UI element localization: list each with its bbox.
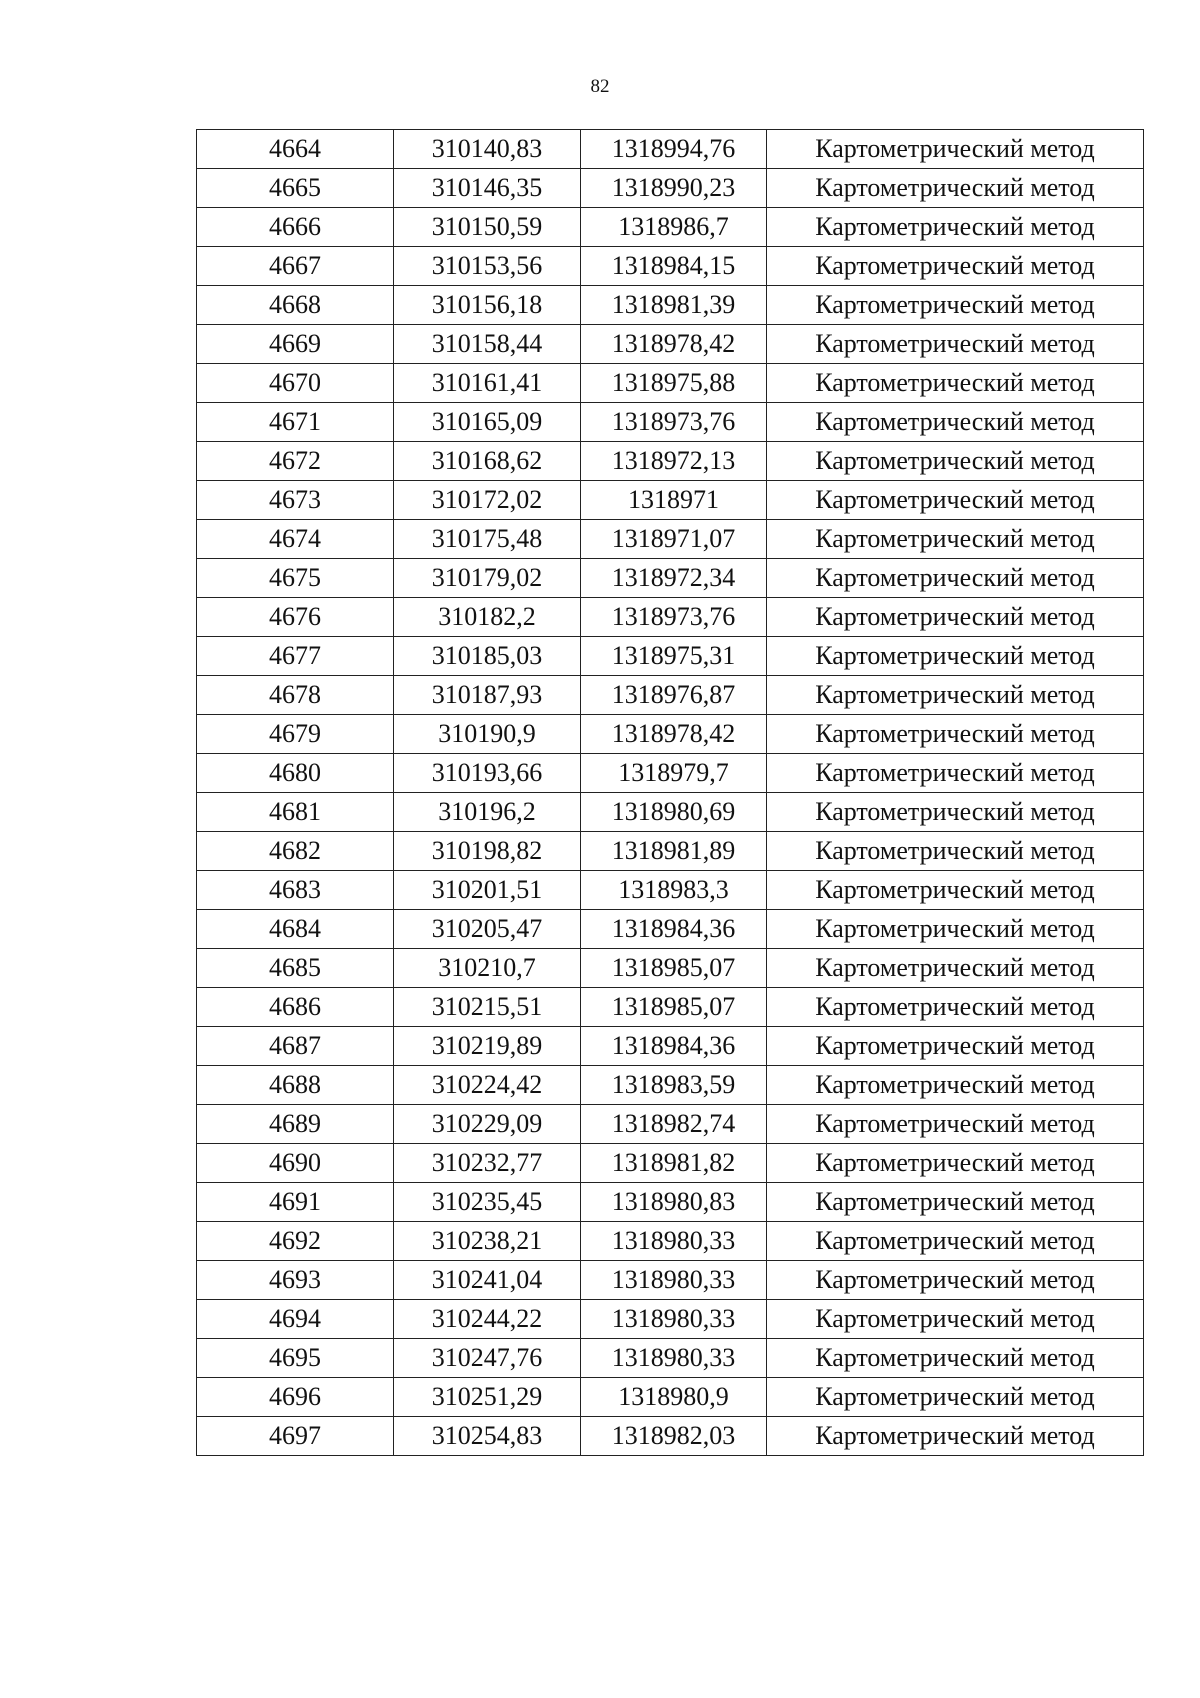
y-coordinate-cell: 1318975,31 xyxy=(581,637,767,676)
method-cell: Картометрический метод xyxy=(767,169,1144,208)
table-row xyxy=(197,988,1144,1027)
x-coordinate-cell: 310153,56 xyxy=(394,247,581,286)
x-coordinate-cell: 310238,21 xyxy=(394,1222,581,1261)
point-number-cell: 4683 xyxy=(197,871,394,910)
method-cell: Картометрический метод xyxy=(767,1339,1144,1378)
point-number-cell: 4697 xyxy=(197,1417,394,1456)
point-number-cell: 4669 xyxy=(197,325,394,364)
coordinates-table xyxy=(196,129,1144,1456)
table-row xyxy=(197,910,1144,949)
table-row xyxy=(197,559,1144,598)
point-number-cell: 4695 xyxy=(197,1339,394,1378)
x-coordinate-cell: 310158,44 xyxy=(394,325,581,364)
point-number-cell: 4676 xyxy=(197,598,394,637)
x-coordinate-cell: 310175,48 xyxy=(394,520,581,559)
x-coordinate-cell: 310165,09 xyxy=(394,403,581,442)
y-coordinate-cell: 1318984,15 xyxy=(581,247,767,286)
point-number-cell: 4687 xyxy=(197,1027,394,1066)
y-coordinate-cell: 1318983,59 xyxy=(581,1066,767,1105)
y-coordinate-cell: 1318984,36 xyxy=(581,1027,767,1066)
y-coordinate-cell: 1318986,7 xyxy=(581,208,767,247)
y-coordinate-cell: 1318978,42 xyxy=(581,715,767,754)
point-number-cell: 4668 xyxy=(197,286,394,325)
x-coordinate-cell: 310232,77 xyxy=(394,1144,581,1183)
y-coordinate-cell: 1318975,88 xyxy=(581,364,767,403)
point-number-cell: 4672 xyxy=(197,442,394,481)
y-coordinate-cell: 1318972,13 xyxy=(581,442,767,481)
table-row xyxy=(197,286,1144,325)
point-number-cell: 4665 xyxy=(197,169,394,208)
x-coordinate-cell: 310196,2 xyxy=(394,793,581,832)
table-row xyxy=(197,325,1144,364)
x-coordinate-cell: 310251,29 xyxy=(394,1378,581,1417)
table-row xyxy=(197,1339,1144,1378)
method-cell: Картометрический метод xyxy=(767,988,1144,1027)
point-number-cell: 4688 xyxy=(197,1066,394,1105)
table-row xyxy=(197,442,1144,481)
y-coordinate-cell: 1318971 xyxy=(581,481,767,520)
table-row xyxy=(197,481,1144,520)
y-coordinate-cell: 1318980,33 xyxy=(581,1261,767,1300)
point-number-cell: 4682 xyxy=(197,832,394,871)
method-cell: Картометрический метод xyxy=(767,793,1144,832)
point-number-cell: 4691 xyxy=(197,1183,394,1222)
table-row xyxy=(197,754,1144,793)
point-number-cell: 4679 xyxy=(197,715,394,754)
x-coordinate-cell: 310201,51 xyxy=(394,871,581,910)
point-number-cell: 4671 xyxy=(197,403,394,442)
y-coordinate-cell: 1318976,87 xyxy=(581,676,767,715)
method-cell: Картометрический метод xyxy=(767,130,1144,169)
method-cell: Картометрический метод xyxy=(767,637,1144,676)
y-coordinate-cell: 1318980,33 xyxy=(581,1300,767,1339)
method-cell: Картометрический метод xyxy=(767,715,1144,754)
x-coordinate-cell: 310224,42 xyxy=(394,1066,581,1105)
x-coordinate-cell: 310182,2 xyxy=(394,598,581,637)
point-number-cell: 4670 xyxy=(197,364,394,403)
table-row xyxy=(197,364,1144,403)
x-coordinate-cell: 310140,83 xyxy=(394,130,581,169)
point-number-cell: 4667 xyxy=(197,247,394,286)
method-cell: Картометрический метод xyxy=(767,403,1144,442)
table-row xyxy=(197,676,1144,715)
y-coordinate-cell: 1318985,07 xyxy=(581,988,767,1027)
table-row xyxy=(197,598,1144,637)
method-cell: Картометрический метод xyxy=(767,247,1144,286)
point-number-cell: 4684 xyxy=(197,910,394,949)
table-row xyxy=(197,208,1144,247)
page-number: 82 xyxy=(590,76,610,97)
x-coordinate-cell: 310205,47 xyxy=(394,910,581,949)
x-coordinate-cell: 310150,59 xyxy=(394,208,581,247)
method-cell: Картометрический метод xyxy=(767,1378,1144,1417)
method-cell: Картометрический метод xyxy=(767,1066,1144,1105)
x-coordinate-cell: 310235,45 xyxy=(394,1183,581,1222)
table-row xyxy=(197,637,1144,676)
y-coordinate-cell: 1318980,83 xyxy=(581,1183,767,1222)
y-coordinate-cell: 1318984,36 xyxy=(581,910,767,949)
table-row xyxy=(197,247,1144,286)
y-coordinate-cell: 1318981,89 xyxy=(581,832,767,871)
x-coordinate-cell: 310179,02 xyxy=(394,559,581,598)
x-coordinate-cell: 310254,83 xyxy=(394,1417,581,1456)
y-coordinate-cell: 1318980,9 xyxy=(581,1378,767,1417)
point-number-cell: 4678 xyxy=(197,676,394,715)
table-row xyxy=(197,169,1144,208)
method-cell: Картометрический метод xyxy=(767,910,1144,949)
x-coordinate-cell: 310193,66 xyxy=(394,754,581,793)
method-cell: Картометрический метод xyxy=(767,442,1144,481)
x-coordinate-cell: 310241,04 xyxy=(394,1261,581,1300)
method-cell: Картометрический метод xyxy=(767,208,1144,247)
table-row xyxy=(197,403,1144,442)
method-cell: Картометрический метод xyxy=(767,598,1144,637)
y-coordinate-cell: 1318973,76 xyxy=(581,403,767,442)
point-number-cell: 4675 xyxy=(197,559,394,598)
table-row xyxy=(197,1417,1144,1456)
x-coordinate-cell: 310146,35 xyxy=(394,169,581,208)
table-row xyxy=(197,832,1144,871)
method-cell: Картометрический метод xyxy=(767,559,1144,598)
point-number-cell: 4689 xyxy=(197,1105,394,1144)
point-number-cell: 4673 xyxy=(197,481,394,520)
point-number-cell: 4694 xyxy=(197,1300,394,1339)
y-coordinate-cell: 1318983,3 xyxy=(581,871,767,910)
table-row xyxy=(197,1105,1144,1144)
y-coordinate-cell: 1318978,42 xyxy=(581,325,767,364)
x-coordinate-cell: 310229,09 xyxy=(394,1105,581,1144)
table-body xyxy=(197,130,1144,1456)
y-coordinate-cell: 1318980,33 xyxy=(581,1222,767,1261)
y-coordinate-cell: 1318973,76 xyxy=(581,598,767,637)
y-coordinate-cell: 1318971,07 xyxy=(581,520,767,559)
method-cell: Картометрический метод xyxy=(767,1105,1144,1144)
method-cell: Картометрический метод xyxy=(767,1183,1144,1222)
point-number-cell: 4681 xyxy=(197,793,394,832)
point-number-cell: 4692 xyxy=(197,1222,394,1261)
x-coordinate-cell: 310185,03 xyxy=(394,637,581,676)
y-coordinate-cell: 1318982,03 xyxy=(581,1417,767,1456)
table-row xyxy=(197,1261,1144,1300)
table-row xyxy=(197,1183,1144,1222)
x-coordinate-cell: 310161,41 xyxy=(394,364,581,403)
table-row xyxy=(197,130,1144,169)
point-number-cell: 4680 xyxy=(197,754,394,793)
table-row xyxy=(197,1144,1144,1183)
point-number-cell: 4693 xyxy=(197,1261,394,1300)
x-coordinate-cell: 310187,93 xyxy=(394,676,581,715)
y-coordinate-cell: 1318981,82 xyxy=(581,1144,767,1183)
y-coordinate-cell: 1318980,33 xyxy=(581,1339,767,1378)
table-row xyxy=(197,871,1144,910)
y-coordinate-cell: 1318981,39 xyxy=(581,286,767,325)
table-row xyxy=(197,715,1144,754)
x-coordinate-cell: 310198,82 xyxy=(394,832,581,871)
point-number-cell: 4677 xyxy=(197,637,394,676)
y-coordinate-cell: 1318982,74 xyxy=(581,1105,767,1144)
method-cell: Картометрический метод xyxy=(767,286,1144,325)
x-coordinate-cell: 310247,76 xyxy=(394,1339,581,1378)
point-number-cell: 4685 xyxy=(197,949,394,988)
table-row xyxy=(197,1066,1144,1105)
x-coordinate-cell: 310215,51 xyxy=(394,988,581,1027)
method-cell: Картометрический метод xyxy=(767,1222,1144,1261)
method-cell: Картометрический метод xyxy=(767,832,1144,871)
table-row xyxy=(197,949,1144,988)
x-coordinate-cell: 310244,22 xyxy=(394,1300,581,1339)
method-cell: Картометрический метод xyxy=(767,364,1144,403)
y-coordinate-cell: 1318972,34 xyxy=(581,559,767,598)
method-cell: Картометрический метод xyxy=(767,1417,1144,1456)
point-number-cell: 4696 xyxy=(197,1378,394,1417)
method-cell: Картометрический метод xyxy=(767,676,1144,715)
table-row xyxy=(197,1222,1144,1261)
table-row xyxy=(197,1378,1144,1417)
y-coordinate-cell: 1318979,7 xyxy=(581,754,767,793)
method-cell: Картометрический метод xyxy=(767,871,1144,910)
point-number-cell: 4666 xyxy=(197,208,394,247)
method-cell: Картометрический метод xyxy=(767,1300,1144,1339)
y-coordinate-cell: 1318980,69 xyxy=(581,793,767,832)
x-coordinate-cell: 310210,7 xyxy=(394,949,581,988)
x-coordinate-cell: 310156,18 xyxy=(394,286,581,325)
point-number-cell: 4686 xyxy=(197,988,394,1027)
point-number-cell: 4664 xyxy=(197,130,394,169)
table-row xyxy=(197,520,1144,559)
y-coordinate-cell: 1318994,76 xyxy=(581,130,767,169)
x-coordinate-cell: 310168,62 xyxy=(394,442,581,481)
method-cell: Картометрический метод xyxy=(767,481,1144,520)
table-row xyxy=(197,1027,1144,1066)
table-row xyxy=(197,1300,1144,1339)
method-cell: Картометрический метод xyxy=(767,325,1144,364)
point-number-cell: 4674 xyxy=(197,520,394,559)
method-cell: Картометрический метод xyxy=(767,1027,1144,1066)
method-cell: Картометрический метод xyxy=(767,1261,1144,1300)
method-cell: Картометрический метод xyxy=(767,949,1144,988)
x-coordinate-cell: 310172,02 xyxy=(394,481,581,520)
y-coordinate-cell: 1318990,23 xyxy=(581,169,767,208)
table-row xyxy=(197,793,1144,832)
method-cell: Картометрический метод xyxy=(767,1144,1144,1183)
x-coordinate-cell: 310219,89 xyxy=(394,1027,581,1066)
method-cell: Картометрический метод xyxy=(767,754,1144,793)
method-cell: Картометрический метод xyxy=(767,520,1144,559)
y-coordinate-cell: 1318985,07 xyxy=(581,949,767,988)
x-coordinate-cell: 310190,9 xyxy=(394,715,581,754)
point-number-cell: 4690 xyxy=(197,1144,394,1183)
